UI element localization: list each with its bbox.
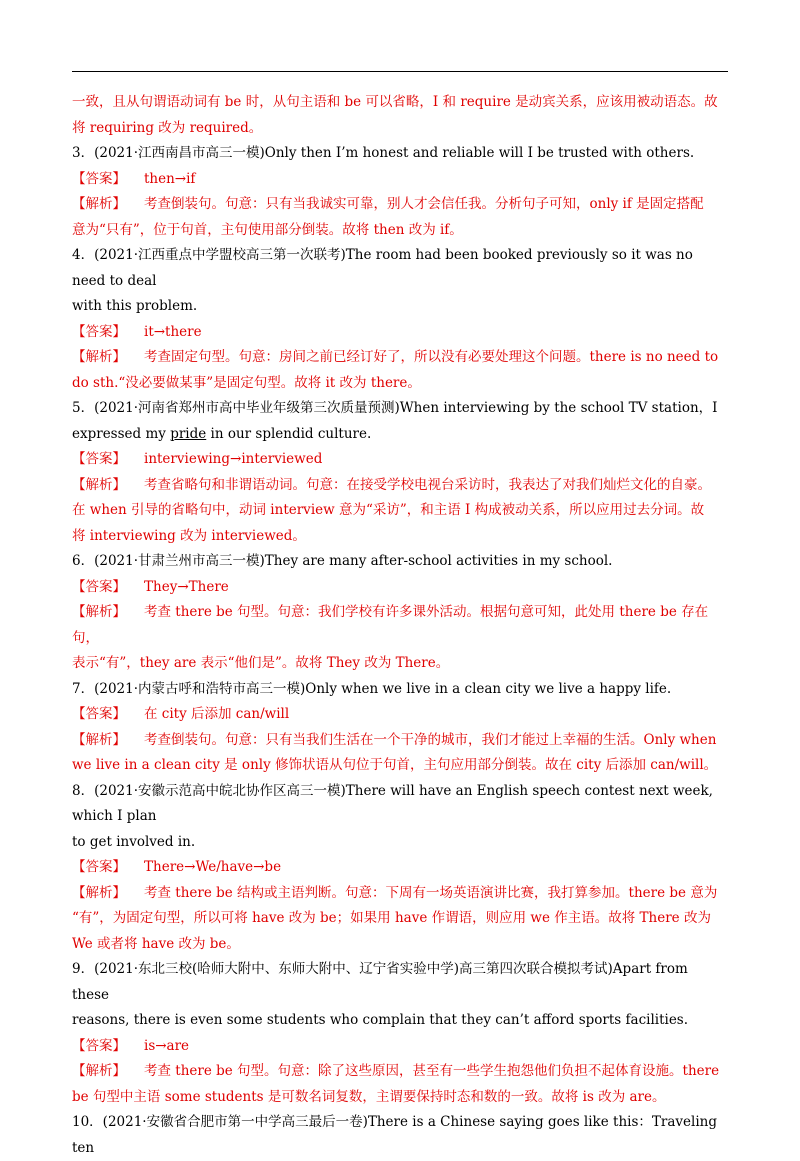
- analysis-line: [72, 1059, 728, 1085]
- answer-label: 【答案】: [72, 170, 126, 187]
- question-item-9: [72, 957, 728, 1110]
- analysis-line: [72, 600, 728, 651]
- analysis-text: 考查 there be 句型。句意：除了这些原因，甚至有一些学生抱怨他们负担不起体育设施。there: [144, 1063, 720, 1079]
- analysis-label: 【解析】: [72, 604, 126, 620]
- answer-text: is→are: [144, 1037, 190, 1054]
- answer-line: [72, 320, 728, 346]
- analysis-line: [72, 473, 728, 499]
- question-text: 9．(2021·东北三校(哈师大附中、东师大附中、辽宁省实验中学)高三第四次联合模拟考试)Apart from these: [72, 961, 688, 1003]
- intro-line: 一致，且从句谓语动词有 be 时，从句主语和 be 可以省略，I 和 require 是动宾关系，应该用被动语态。故: [72, 94, 718, 110]
- question-text-part: in our splendid culture.: [206, 425, 372, 442]
- answer-line: [72, 447, 728, 473]
- answer-text: 在 city 后添加 can/will: [144, 706, 290, 722]
- question-text: with this problem.: [72, 298, 198, 314]
- analysis-text: 考查固定句型。句意：房间之前已经订好了，所以没有必要处理这个问题。there is no need to: [144, 349, 719, 365]
- analysis-label: 【解析】: [72, 1063, 126, 1079]
- analysis-text: 考查倒装句。句意：只有当我诚实可靠，别人才会信任我。分析句子可知，only if 是固定搭配: [144, 196, 704, 212]
- question-item-4: [72, 243, 728, 396]
- question-text: 4．(2021·江西重点中学盟校高三第一次联考)The room had been booked previously so it was no need to deal: [72, 247, 693, 289]
- answer-label: 【答案】: [72, 859, 126, 875]
- question-item-6: [72, 549, 728, 677]
- analysis-label: 【解析】: [72, 476, 126, 493]
- analysis-line: [72, 728, 728, 754]
- question-text: 3．(2021·江西南昌市高三一模)Only then I’m honest and reliable will I be trusted with others.: [72, 145, 695, 161]
- answer-text: They→There: [144, 578, 229, 595]
- question-text: 6．(2021·甘肃兰州市高三一模)They are many after-school activities in my school.: [72, 553, 613, 569]
- answer-text: it→there: [144, 323, 202, 340]
- underlined-word: pride: [170, 425, 207, 442]
- analysis-text: We 或者将 have 改为 be。: [72, 935, 240, 952]
- analysis-line: [72, 881, 728, 907]
- answer-label: 【答案】: [72, 578, 126, 595]
- answer-label: 【答案】: [72, 1037, 126, 1054]
- question-text: reasons, there is even some students who complain that they can’t afford sports facilities.: [72, 1012, 689, 1028]
- analysis-text: “有”，为固定句型，所以可将 have 改为 be；如果用 have 作谓语，则应用 we 作主语。故将 There 改为: [72, 910, 711, 926]
- question-item-8: [72, 779, 728, 958]
- question-item-5: [72, 396, 728, 549]
- answer-label: 【答案】: [72, 706, 126, 722]
- question-text: 7．(2021·内蒙古呼和浩特市高三一模)Only when we live in a clean city we live a happy life.: [72, 680, 672, 697]
- analysis-text: we live in a clean city 是 only 修饰状语从句位于句首，主句应用部分倒装。故在 city 后添加 can/will。: [72, 757, 718, 773]
- analysis-label: 【解析】: [72, 196, 126, 212]
- answer-text: interviewing→interviewed: [144, 451, 323, 467]
- answer-line: [72, 575, 728, 601]
- analysis-text: 意为“只有”，位于句首，主句使用部分倒装。故将 then 改为 if。: [72, 221, 463, 238]
- question-item-7: [72, 677, 728, 779]
- question-text: to get involved in.: [72, 833, 196, 850]
- analysis-line: [72, 345, 728, 371]
- answer-line: [72, 167, 728, 193]
- analysis-label: 【解析】: [72, 884, 126, 901]
- header-rule: [72, 71, 728, 72]
- analysis-text: do sth.“没必要做某事”是固定句型。故将 it 改为 there。: [72, 374, 421, 391]
- answer-line: [72, 855, 728, 881]
- analysis-text: 考查省略句和非谓语动词。句意：在接受学校电视台采访时，我表达了对我们灿烂文化的自豪。: [144, 476, 711, 493]
- analysis-text: 考查 there be 结构或主语判断。句意：下周有一场英语演讲比赛，我打算参加。there be 意为: [144, 884, 718, 901]
- analysis-text: 表示“有”，they are 表示“他们是”。故将 They 改为 There。: [72, 655, 450, 671]
- answer-line: [72, 1034, 728, 1060]
- analysis-text: be 句型中主语 some students 是可数名词复数，主谓要保持时态和数的一致。故将 is 改为 are。: [72, 1088, 666, 1105]
- analysis-text: 考查 there be 句型。句意：我们学校有许多课外活动。根据句意可知，此处用 there be 存在句，: [72, 604, 709, 646]
- question-text-part: expressed my: [72, 425, 171, 442]
- question-text: 8．(2021·安徽示范高中皖北协作区高三一模)There will have an English speech contest next week, which I plan: [72, 782, 713, 824]
- question-item-3: [72, 141, 728, 243]
- answer-text: then→if: [144, 170, 196, 187]
- analysis-label: 【解析】: [72, 731, 126, 748]
- question-text: [72, 422, 728, 448]
- analysis-text: 将 interviewing 改为 interviewed。: [72, 527, 306, 544]
- question-item-10: 10．(2021·安徽省合肥市第一中学高三最后一卷)There is a Chinese saying goes like this：Traveling ten: [72, 1114, 717, 1156]
- analysis-text: 在 when 引导的省略句中，动词 interview 意为“采访”，和主语 I 构成被动关系，所以应用过去分词。故: [72, 502, 705, 518]
- analysis-label: 【解析】: [72, 349, 126, 365]
- answer-label: 【答案】: [72, 451, 126, 467]
- analysis-text: 考查倒装句。句意：只有当我们生活在一个干净的城市，我们才能过上幸福的生活。Only when: [144, 731, 717, 748]
- answer-text: There→We/have→be: [144, 859, 282, 875]
- answer-label: 【答案】: [72, 323, 126, 340]
- document-body: [72, 90, 728, 1161]
- answer-line: [72, 702, 728, 728]
- intro-line: 将 requiring 改为 required。: [72, 119, 263, 136]
- question-text: 5．(2021·河南省郑州市高中毕业年级第三次质量预测)When interviewing by the school TV station，I: [72, 400, 718, 416]
- analysis-line: [72, 192, 728, 218]
